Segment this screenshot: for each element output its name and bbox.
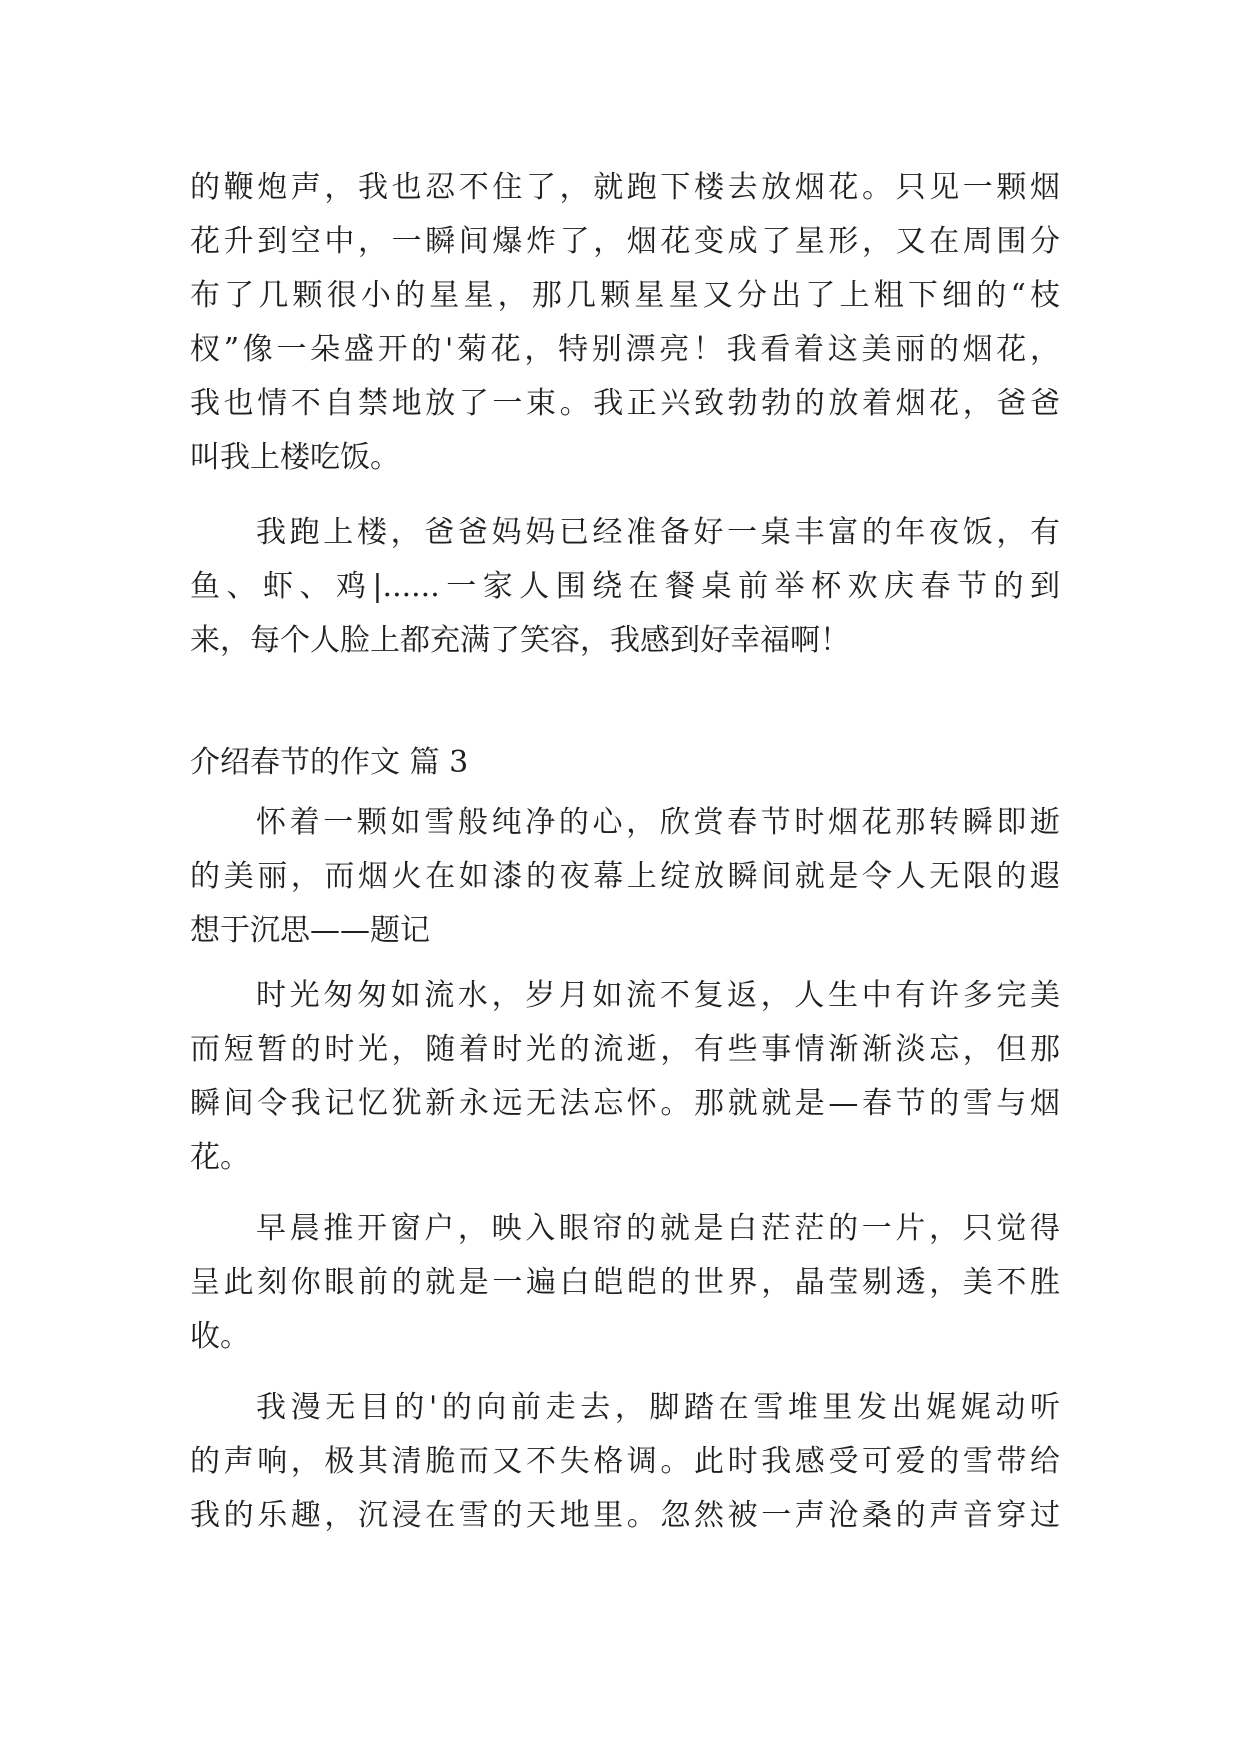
text-line: 我也情不自禁地放了一束。我正兴致勃勃的放着烟花，爸爸 <box>190 386 1060 421</box>
text-line: 时光匆匆如流水，岁月如流不复返，人生中有许多完美 <box>256 978 1060 1013</box>
text-line: 来，每个人脸上都充满了笑容，我感到好幸福啊！ <box>190 623 850 658</box>
text-line: 鱼、虾、鸡|......一家人围绕在餐桌前举杯欢庆春节的到 <box>190 569 1060 604</box>
text-line: 我跑上楼，爸爸妈妈已经准备好一桌丰富的年夜饭，有 <box>256 515 1060 550</box>
text-line: 怀着一颗如雪般纯净的心，欣赏春节时烟花那转瞬即逝 <box>256 805 1060 840</box>
text-line: 而短暂的时光，随着时光的流逝，有些事情渐渐淡忘，但那 <box>190 1032 1060 1067</box>
text-line: 我漫无目的'的向前走去，脚踏在雪堆里发出娓娓动听 <box>256 1390 1060 1425</box>
text-line: 杈”像一朵盛开的'菊花，特别漂亮！我看着这美丽的烟花， <box>190 332 1060 367</box>
text-line: 的声响，极其清脆而又不失格调。此时我感受可爱的雪带给 <box>190 1444 1060 1479</box>
text-line: 我的乐趣，沉浸在雪的天地里。忽然被一声沧桑的声音穿过 <box>190 1498 1060 1533</box>
text-line: 布了几颗很小的星星，那几颗星星又分出了上粗下细的“枝 <box>190 278 1060 313</box>
text-line: 想于沉思——题记 <box>190 913 430 948</box>
text-line: 呈此刻你眼前的就是一遍白皑皑的世界，晶莹剔透，美不胜 <box>190 1265 1060 1300</box>
text-line: 瞬间令我记忆犹新永远无法忘怀。那就就是—春节的雪与烟 <box>190 1086 1060 1121</box>
text-line: 的鞭炮声，我也忍不住了，就跑下楼去放烟花。只见一颗烟 <box>190 170 1060 205</box>
text-line: 叫我上楼吃饭。 <box>190 440 400 475</box>
text-line: 收。 <box>190 1319 250 1354</box>
text-line: 花升到空中，一瞬间爆炸了，烟花变成了星形，又在周围分 <box>190 224 1060 259</box>
text-line: 的美丽，而烟火在如漆的夜幕上绽放瞬间就是令人无限的遐 <box>190 859 1060 894</box>
section-heading: 介绍春节的作文 篇 3 <box>190 745 469 780</box>
text-line: 早晨推开窗户，映入眼帘的就是白茫茫的一片，只觉得 <box>256 1211 1060 1246</box>
text-line: 花。 <box>190 1140 250 1175</box>
